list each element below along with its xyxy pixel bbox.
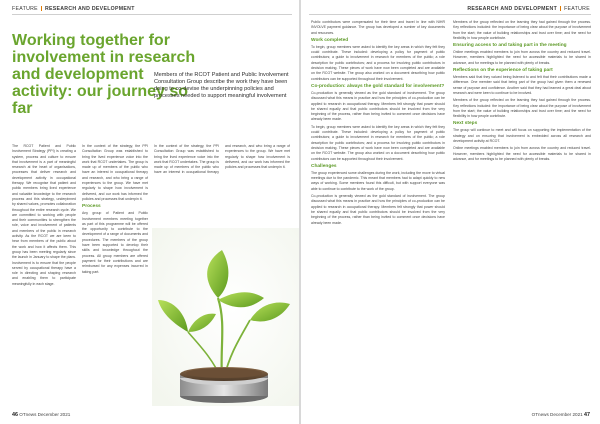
header-title: RESEARCH AND DEVELOPMENT [467,6,558,12]
seedling-illustration [152,228,299,406]
article-title: Working together for involvement in research and development activity: our journey so far [12,32,196,117]
body-paragraph: In the context of the strategy, the PPI Consultation Group was established to bring the lived experience voice into the work that RCOT undertakes. The group is made up of members of the public who have an interest in occupational therapy and research, and who bring a range of experiences to the group. We have met regularly to shape how involvement is delivered, and our work has informed the policies and processes that underpin it. [82,144,148,201]
article-intro: Members of the RCOT Patient and Public Involvement Consultation Group describe the work they have been doing to co-devise the underpinning policies and processes needed to support meaningful involvement [154,72,289,99]
body-paragraph: To begin, group members were asked to identify the key areas in which they felt they could contribute. These included: developing a policy for payment of public contributors; a guide to involvement in research for members of the public; a role description for public contributors; and a process for involving public contributors in decision making. These pieces of work have now been completed and are available on the RCOT website. The group also worked on a document describing how public contributors can be supported throughout their involvement. [311,44,445,81]
right-running-header [467,6,590,12]
header-section: FEATURE [12,6,38,12]
body-paragraph: Co-production is generally viewed as the gold standard of involvement. The group discussed what this means in practice and how the principles of co-production can be applied to research in occupational therapy. Members felt strongly that power should be shared equally and that public contributors should be involved from the very beginning of the process, rather than being invited to comment once decisions have already been made. [311,194,445,225]
left-footer [12,412,70,418]
body-paragraph: Public contributors were compensated for their time and travel in line with NIHR INVOLVE payment guidance. The group has developed a number of key documents and resources. [311,20,445,35]
right-body-column-1 [311,20,445,404]
section-heading-coproduction: Co-production: always the gold standard for involvement? [311,83,445,89]
left-body-column-3 [154,144,290,228]
body-paragraph: In the context of the strategy, the PPI Consultation Group was established to bring the lived experience voice into the work that RCOT undertakes. The group is made up of members of the public who have an interest in occupational therapy and research, and who bring a range of experiences to the group. We have met regularly to shape how involvement is delivered, and our work has informed the policies and processes that underpin it. [154,144,290,175]
page-number: 47 [584,412,590,418]
section-heading-challenges: Challenges [311,163,337,169]
section-heading-reflections: Reflections on the experience of taking part [453,68,553,74]
section-heading-process: Process [82,204,101,210]
page-number: 46 [12,412,18,418]
seedling-photo [152,228,299,406]
header-section: FEATURE [564,6,590,12]
body-paragraph: Members of the group reflected on the learning they had gained through the process. Key reflections included: the importance of being clear about the purpose of involvement from the start; the value of building relationships and trust over time; and the need for flexibility in how people contribute. [453,20,591,40]
left-body-column-1 [12,144,76,406]
body-paragraph: The group experienced some challenges during the work, including the move to virtual meetings due to the pandemic. This meant that members had to adapt quickly to new ways of working. Some members found this difficult, but with support everyone was able to continue to contribute to the work of the group. [311,170,445,191]
left-page [0,0,299,424]
header-rule [309,14,591,15]
body-paragraph: Online meetings enabled members to join from across the country and reduced travel. However, members highlighted the need for accessible materials to be shared in advance, and for meetings to be planned with plenty of breaks. [453,146,591,161]
body-paragraph: Members of the group reflected on the learning they had gained through the process. Key reflections included: the importance of being clear about the purpose of involvement from the start; the value of building relationships and trust over time; and the need for flexibility in how people contribute. [453,98,591,119]
header-title: RESEARCH AND DEVELOPMENT [44,6,135,12]
body-paragraph: Any group of Patient and Public Involvement members meeting together as part of this programme will be offered the opportunity to contribute to the development of a range of documents and procedures. The members of the group have been supported to develop their skills and knowledge throughout the process. All group members are offered payment for their contributions and are reimbursed for any expenses incurred in taking part. [82,211,148,274]
section-heading-access: Ensuring access to and taking part in the meeting [453,43,567,49]
footer-publication: OTnews December 2021 [531,412,583,417]
body-paragraph: To begin, group members were asked to identify the key areas in which they felt they could contribute. These included: developing a policy for payment of public contributors; a guide to involvement in research for members of the public; a role description for public contributors; and a process for involving public contributors in decision making. These pieces of work have now been completed and are available on the RCOT website. The group also worked on a document describing how public contributors can be supported throughout their involvement. [311,124,445,161]
footer-publication: OTnews December 2021 [19,412,71,417]
header-rule [12,14,292,15]
section-heading-work: Work completed [311,37,349,43]
right-page [301,0,600,424]
body-paragraph: Members said that they valued being listened to and felt that their contributions made a difference. One member said that being part of the group had given them a renewed sense of purpose and confidence. Another said that they had learned a great deal about research and were keen to continue to be involved. [453,75,591,95]
right-footer [532,412,590,418]
body-paragraph: The RCOT Patient and Public Involvement Strategy (PPI) is creating a system, process and culture to ensure that involvement is a part of meaningful research at the heart of organisations, processes that deliver research and development activity in occupational therapy. We recognise that patient and public members bring lived experience and valuable knowledge to the research process and this strategy, underpinned by shared values, promotes collaboration throughout the entire research cycle. We are committed to working with people and their communities to strengthen the role, voice and involvement of patients and members of the public in research activity. As the RCOT we are keen to hear from members of the public about the work and how it affects them. This group has been meeting regularly since the launch in January to shape the plans. Involvement is to ensure that the people served by occupational therapy have a role in directing and shaping research and enabling them to participate meaningfully in each stage. [12,144,76,286]
body-paragraph: The group will continue to meet and will focus on supporting the implementation of the strategy and on ensuring that involvement is embedded across all research and development activity at RCOT. [453,128,591,144]
body-paragraph: Online meetings enabled members to join from across the country and reduced travel. However, members highlighted the need for accessible materials to be shared in advance, and for meetings to be planned with plenty of breaks. [453,50,591,65]
section-heading-next-steps: Next steps [453,121,478,127]
right-body-column-2 [453,20,591,404]
body-paragraph: Co-production is generally viewed as the gold standard of involvement. The group discussed what this means in practice and how the principles of co-production can be applied to research in occupational therapy. Members felt strongly that power should be shared equally and that public contributors should be involved from the very beginning of the process, rather than being invited to comment once decisions have already been made. [311,90,445,122]
left-body-column-2 [82,144,148,406]
left-running-header [12,6,135,12]
